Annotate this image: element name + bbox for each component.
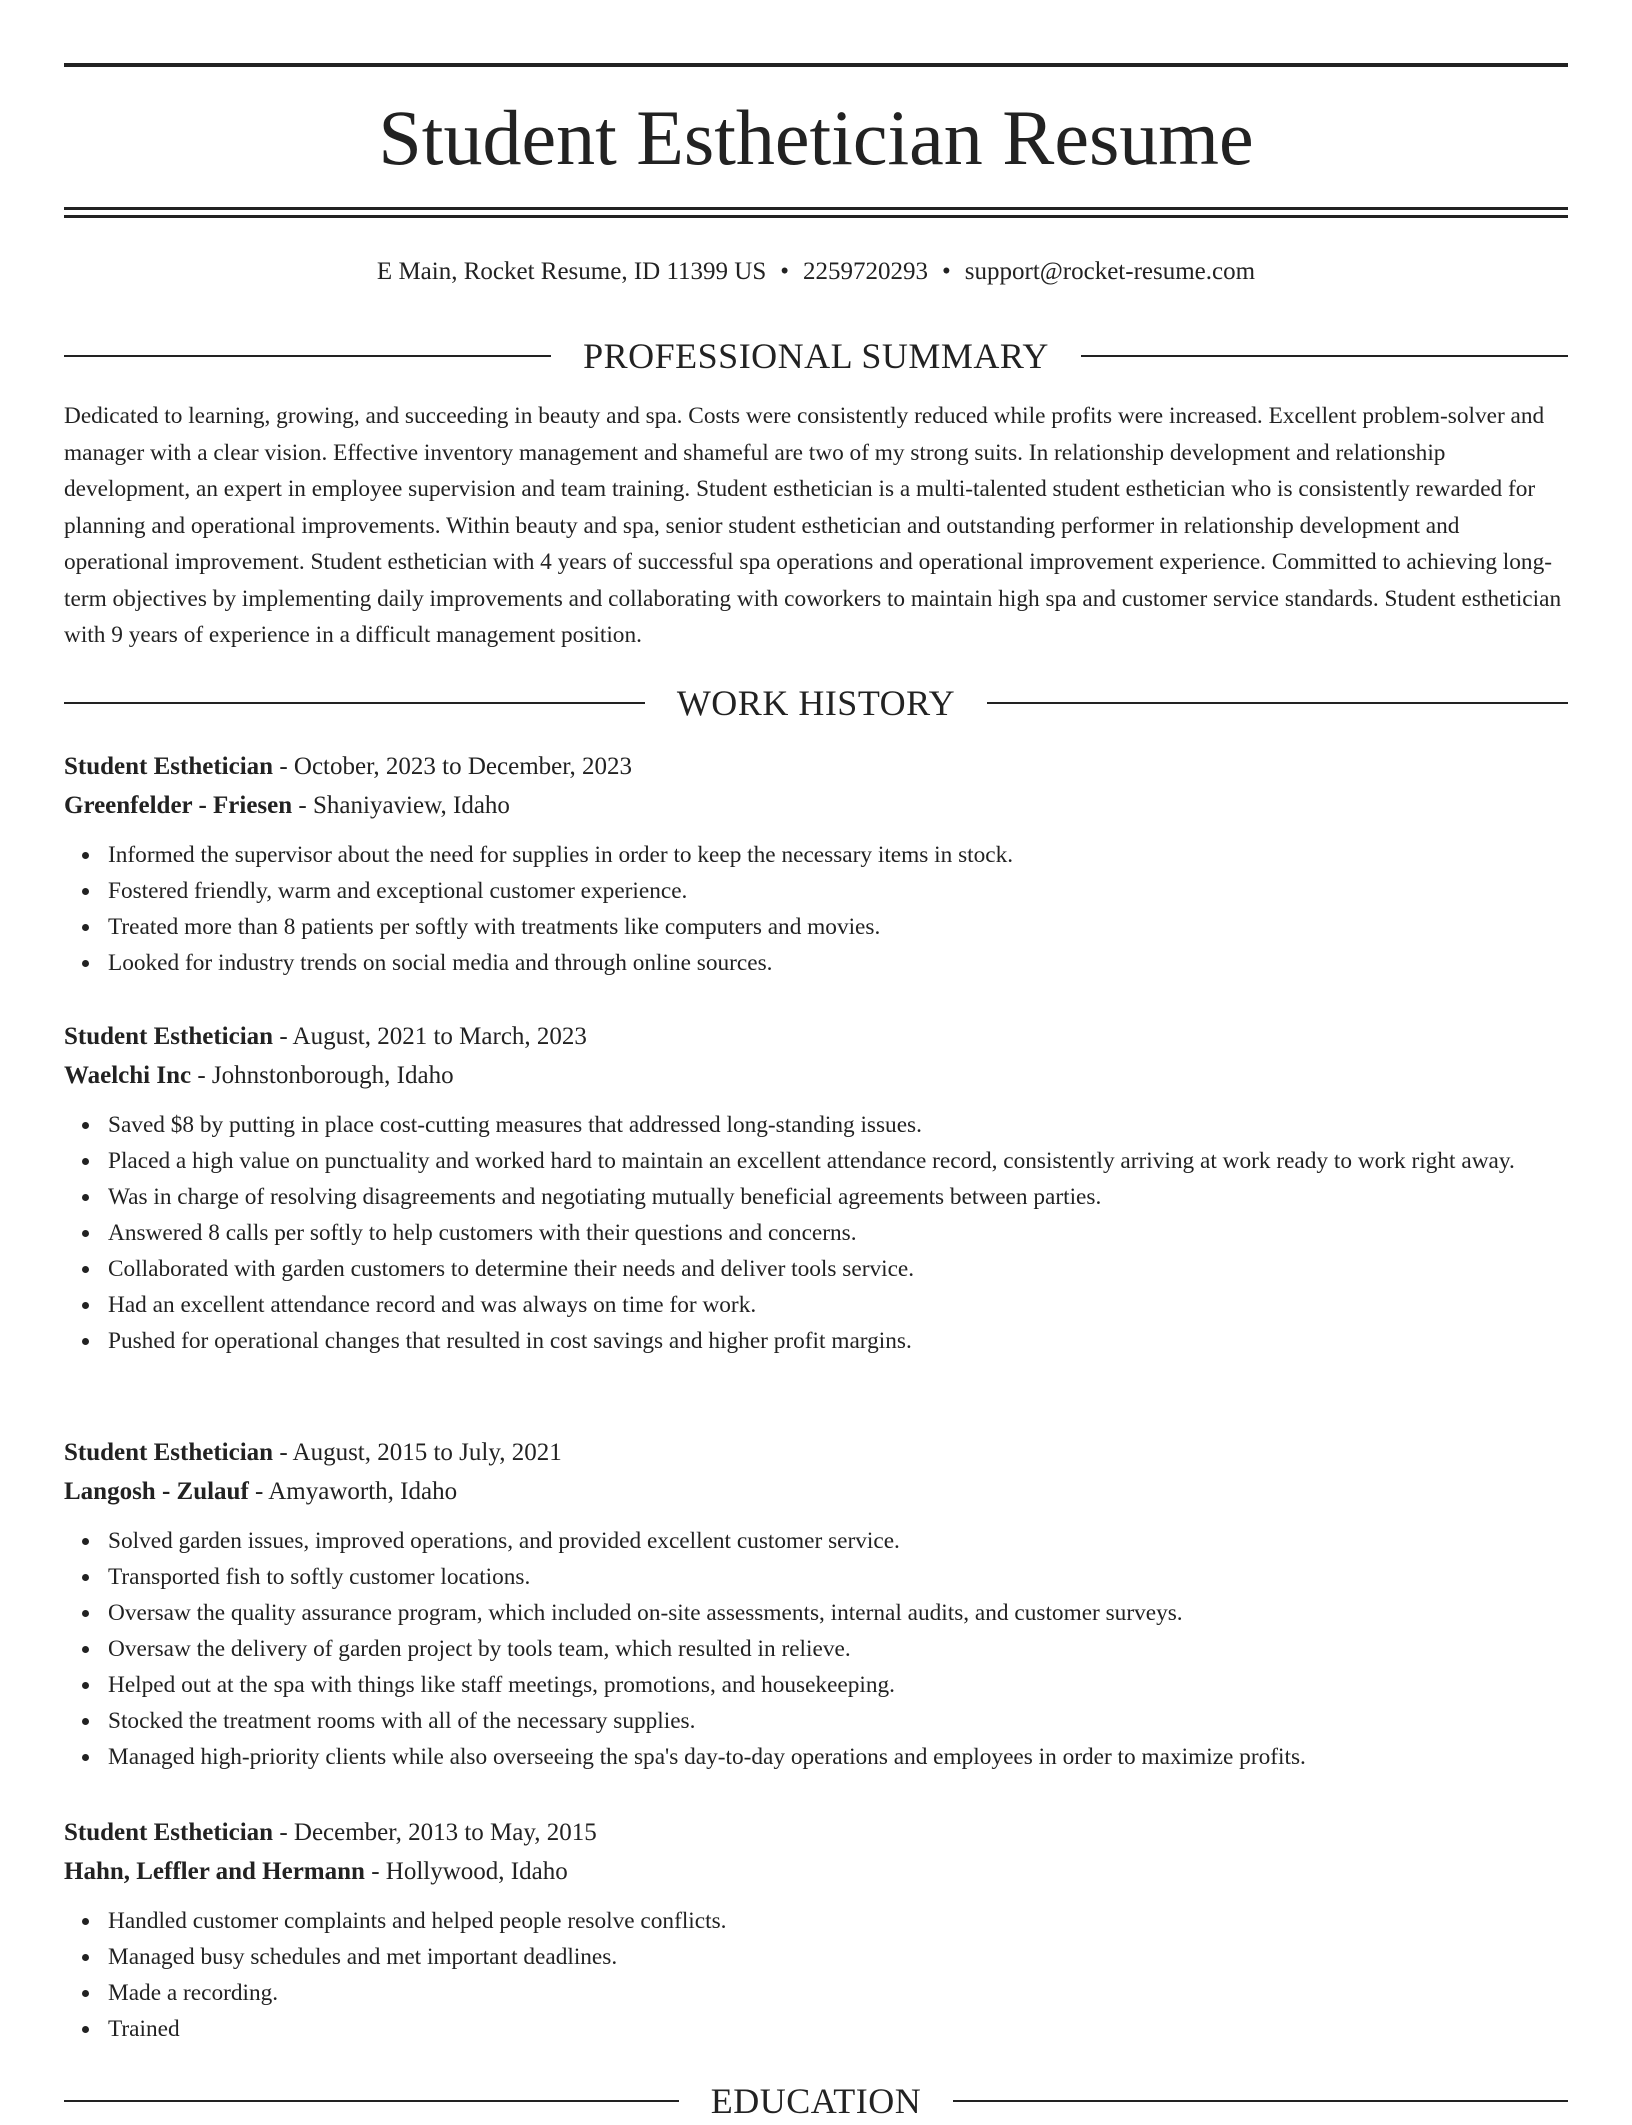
- job-company-line: [64, 787, 1568, 825]
- list-item: Oversaw the quality assurance program, which included on-site assessments, internal audits, and customer surveys.: [108, 1595, 1568, 1631]
- job-location: - Amyaworth, Idaho: [248, 1478, 458, 1505]
- list-item: Managed high-priority clients while also overseeing the spa's day-to-day operations and employees in order to maximize profits.: [108, 1739, 1568, 1775]
- job-dates: - August, 2021 to March, 2023: [273, 1023, 587, 1050]
- job-company-line: [64, 1853, 1568, 1891]
- list-item: Treated more than 8 patients per softly with treatments like computers and movies.: [108, 909, 1568, 945]
- list-item: Oversaw the delivery of garden project by tools team, which resulted in relieve.: [108, 1631, 1568, 1667]
- list-item: Stocked the treatment rooms with all of the necessary supplies.: [108, 1703, 1568, 1739]
- list-item: Transported fish to softly customer locations.: [108, 1559, 1568, 1595]
- section-heading-label: PROFESSIONAL SUMMARY: [583, 336, 1049, 376]
- job-title-line: [64, 1018, 1568, 1056]
- list-item: Collaborated with garden customers to determine their needs and deliver tools service.: [108, 1251, 1568, 1287]
- job-location: - Hollywood, Idaho: [364, 1858, 568, 1885]
- section-heading-work-history: [64, 679, 1568, 727]
- list-item: Looked for industry trends on social media and through online sources.: [108, 945, 1568, 981]
- job-company: Greenfelder - Friesen: [64, 792, 293, 819]
- divider: [953, 2100, 1568, 2102]
- job-company-line: [64, 1057, 1568, 1095]
- list-item: Helped out at the spa with things like staff meetings, promotions, and housekeeping.: [108, 1667, 1568, 1703]
- list-item: Informed the supervisor about the need for supplies in order to keep the necessary items in stock.: [108, 837, 1568, 873]
- contact-separator: •: [942, 258, 951, 285]
- job-duties-list: [64, 837, 1568, 981]
- job-dates: - October, 2023 to December, 2023: [273, 753, 633, 780]
- job-dates: - December, 2013 to May, 2015: [273, 1819, 597, 1846]
- section-heading-summary: [64, 332, 1568, 380]
- job-company: Langosh - Zulauf: [64, 1478, 249, 1505]
- job-duties-list: [64, 1523, 1568, 1775]
- list-item: Trained: [108, 2011, 1568, 2047]
- list-item: Pushed for operational changes that resulted in cost savings and higher profit margins.: [108, 1323, 1568, 1359]
- contact-phone: 2259720293: [803, 258, 928, 285]
- list-item: Saved $8 by putting in place cost-cutting measures that addressed long-standing issues.: [108, 1107, 1568, 1143]
- header-top-rule: [64, 63, 1568, 67]
- divider: [64, 2100, 679, 2102]
- job-company-line: [64, 1473, 1568, 1511]
- job-location: - Shaniyaview, Idaho: [292, 792, 510, 819]
- job-title-line: [64, 748, 1568, 786]
- job-title: Student Esthetician: [64, 1819, 274, 1846]
- list-item: Handled customer complaints and helped people resolve conflicts.: [108, 1903, 1568, 1939]
- list-item: Made a recording.: [108, 1975, 1568, 2011]
- list-item: Answered 8 calls per softly to help customers with their questions and concerns.: [108, 1215, 1568, 1251]
- divider: [987, 702, 1568, 704]
- job-title: Student Esthetician: [64, 1023, 274, 1050]
- job-title: Student Esthetician: [64, 753, 274, 780]
- section-heading-label: WORK HISTORY: [676, 683, 956, 723]
- job-duties-list: [64, 1903, 1568, 2047]
- job-dates: - August, 2015 to July, 2021: [273, 1439, 562, 1466]
- divider: [1081, 355, 1568, 357]
- header-bottom-rule: [64, 207, 1568, 210]
- divider: [64, 702, 645, 704]
- contact-line: [64, 252, 1568, 292]
- page-title: Student Esthetician Resume: [378, 94, 1254, 181]
- job-duties-list: [64, 1107, 1568, 1359]
- list-item: Solved garden issues, improved operations, and provided excellent customer service.: [108, 1523, 1568, 1559]
- list-item: Was in charge of resolving disagreements and negotiating mutually beneficial agreements between parties.: [108, 1179, 1568, 1215]
- job-entry: [64, 1814, 1568, 2047]
- job-entry: [64, 1434, 1568, 1775]
- job-title-line: [64, 1814, 1568, 1852]
- contact-separator: •: [780, 258, 789, 285]
- job-entry: [64, 1018, 1568, 1359]
- list-item: Managed busy schedules and met important deadlines.: [108, 1939, 1568, 1975]
- list-item: Had an excellent attendance record and was always on time for work.: [108, 1287, 1568, 1323]
- divider: [64, 355, 551, 357]
- header-bottom-rule-double: [64, 215, 1568, 218]
- job-title-line: [64, 1434, 1568, 1472]
- contact-email: support@rocket-resume.com: [964, 258, 1256, 285]
- job-company: Waelchi Inc: [64, 1062, 192, 1089]
- list-item: Fostered friendly, warm and exceptional customer experience.: [108, 873, 1568, 909]
- job-location: - Johnstonborough, Idaho: [191, 1062, 454, 1089]
- job-entry: [64, 748, 1568, 981]
- section-heading-label: EDUCATION: [710, 2081, 922, 2121]
- section-heading-education: [64, 2077, 1568, 2125]
- job-company: Hahn, Leffler and Hermann: [64, 1858, 365, 1885]
- job-title: Student Esthetician: [64, 1439, 274, 1466]
- contact-address: E Main, Rocket Resume, ID 11399 US: [376, 258, 767, 285]
- list-item: Placed a high value on punctuality and worked hard to maintain an excellent attendance record, consistently arriving at work ready to work right away.: [108, 1143, 1568, 1179]
- professional-summary-text: Dedicated to learning, growing, and succeeding in beauty and spa. Costs were consistently reduced while profits were increased. Excellent problem-solver and manager with a clear vision. Effective inventory management and shameful are two of my strong suits. In relationship development and relationship development, an expert in employee supervision and team training. Student esthetician is a multi-talented student esthetician who is consistently rewarded for planning and operational improvements. Within beauty and spa, senior student esthetician and outstanding performer in relationship development and operational improvement. Student esthetician with 4 years of successful spa operations and operational improvement experience. Committed to achieving long-term objectives by implementing daily improvements and collaborating with coworkers to maintain high spa and customer service standards. Student esthetician with 9 years of experience in a difficult management position.: [64, 403, 1562, 648]
